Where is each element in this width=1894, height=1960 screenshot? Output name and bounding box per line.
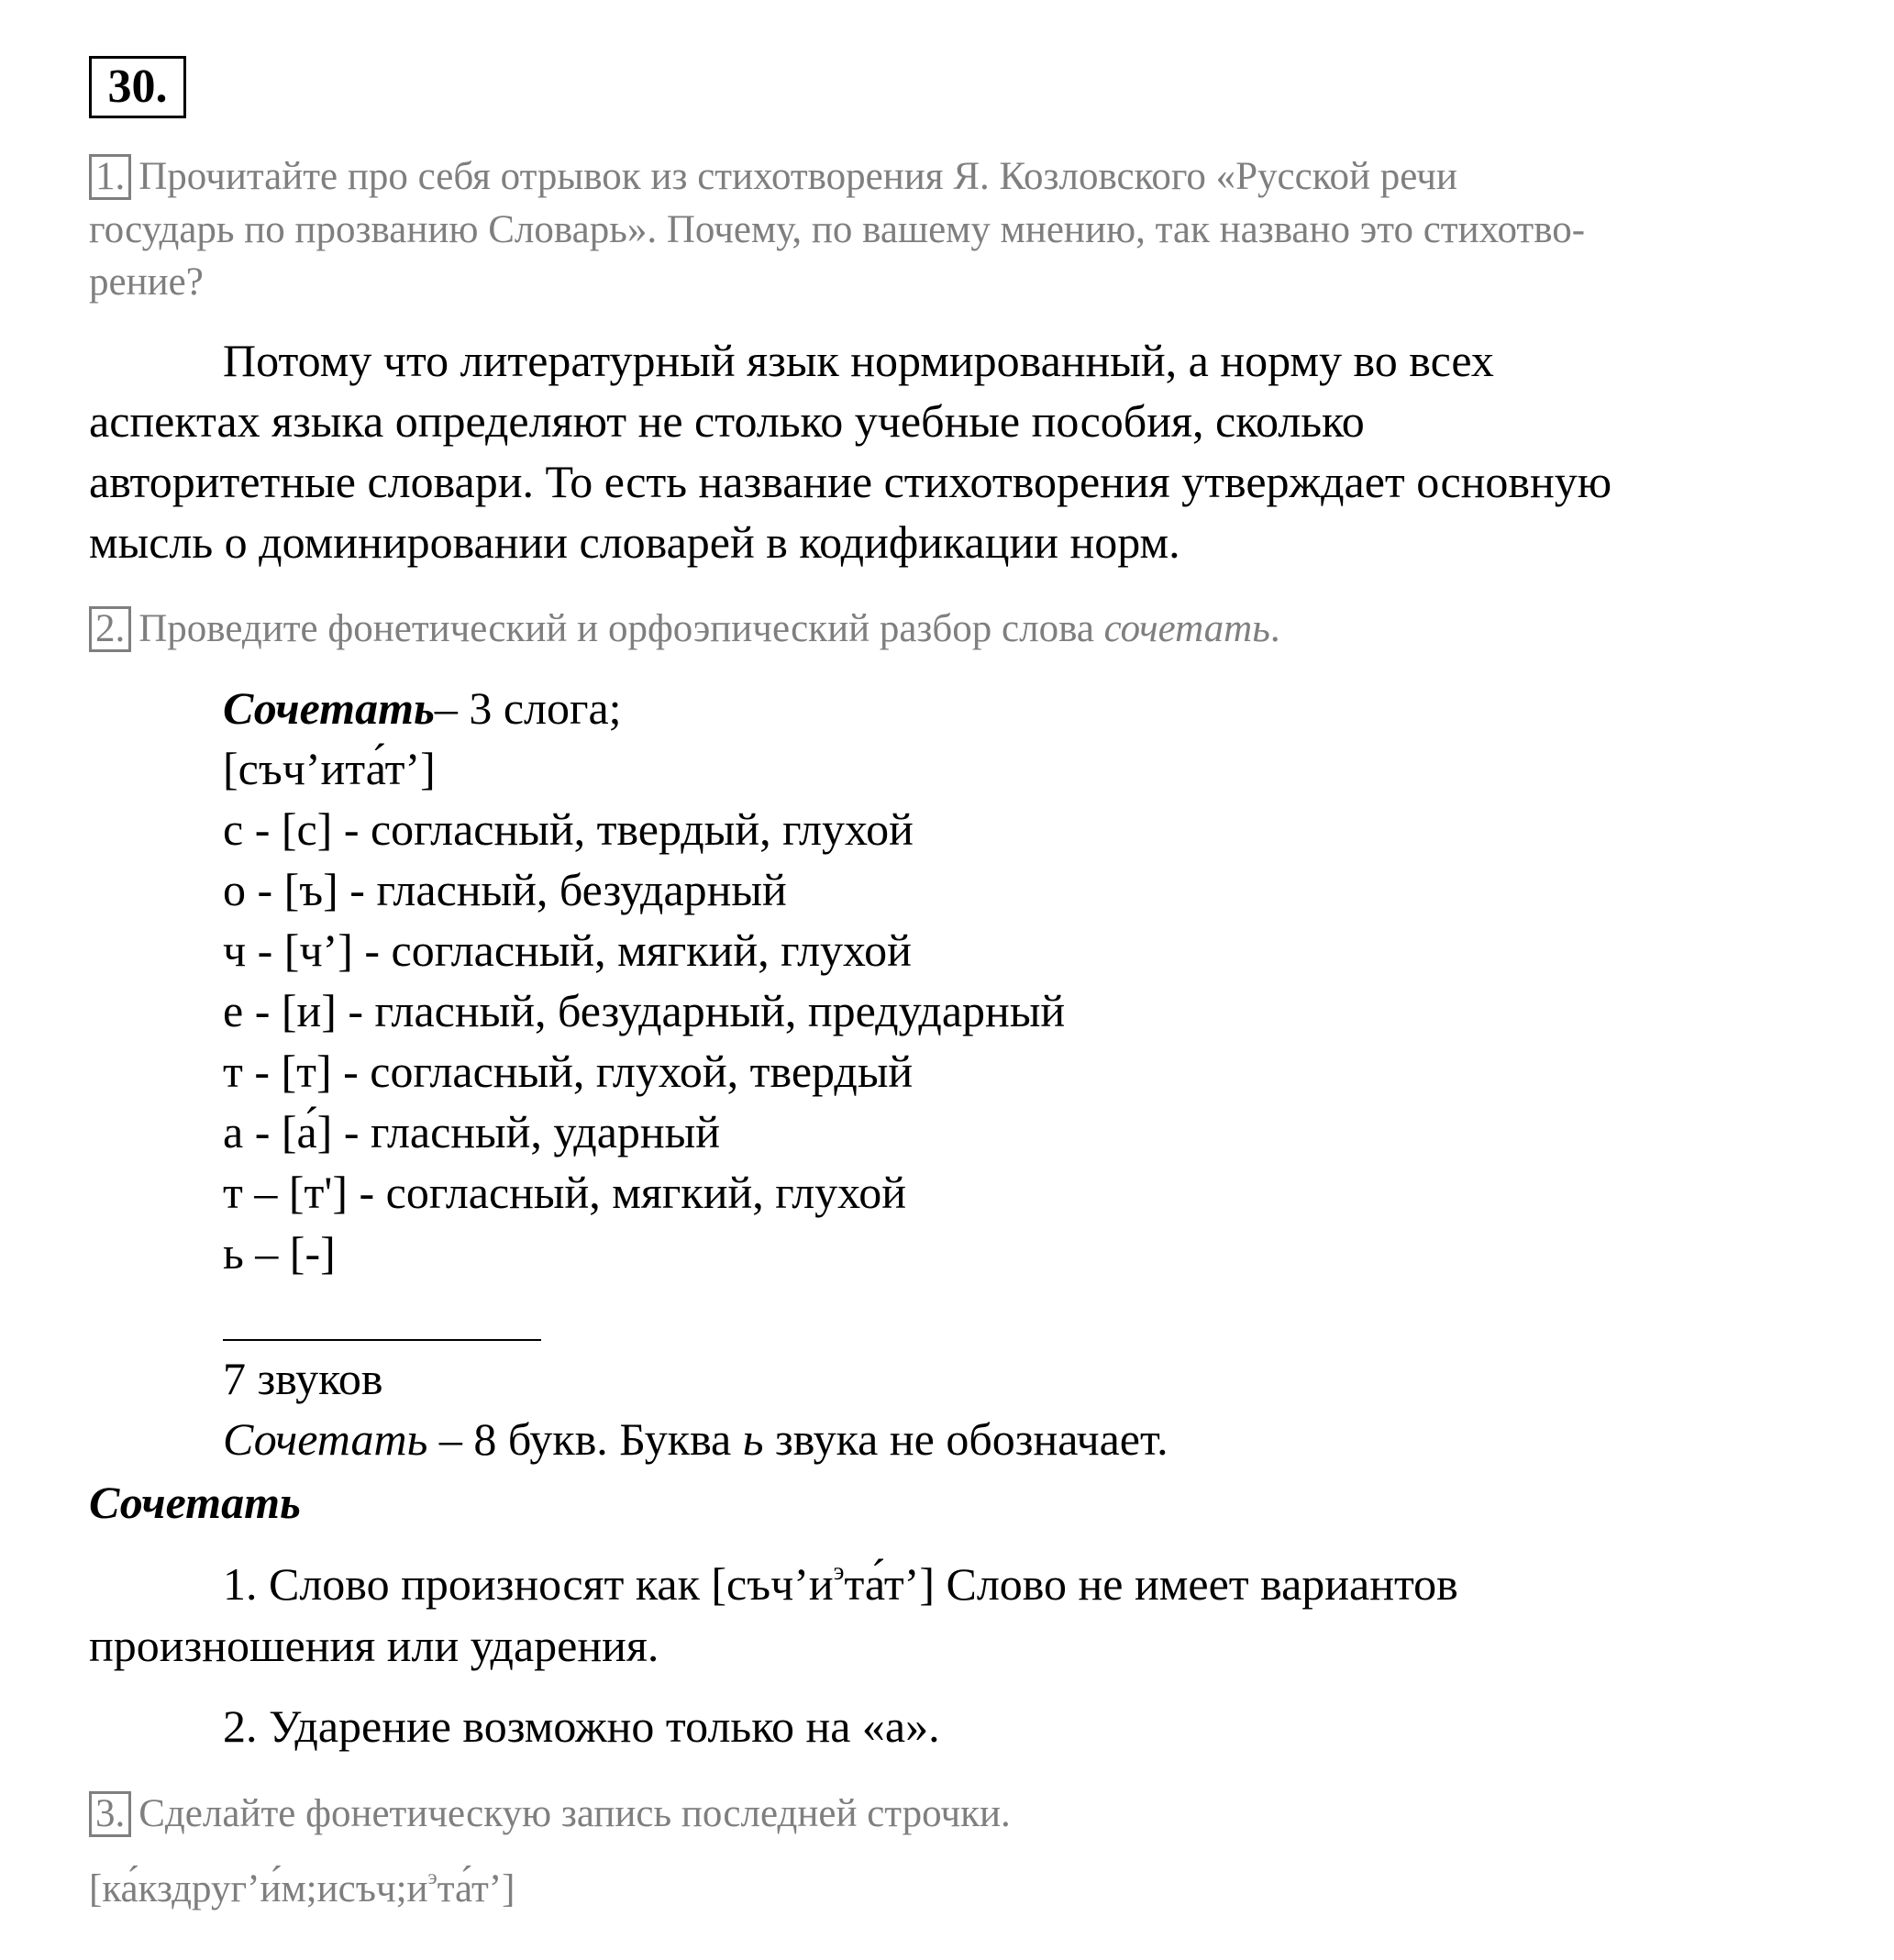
answer-line: мысль о доминировании словарей в кодификации норм.	[89, 516, 1180, 568]
word-italic: Сочетать	[223, 1413, 428, 1465]
sound-line: а - [а́] - гласный, ударный	[223, 1106, 720, 1157]
item3-line	[89, 1788, 1011, 1841]
item-number-box: 2.	[89, 606, 131, 652]
task-number: 30.	[89, 56, 186, 118]
sound-line: с - [с] - согласный, твердый, глухой	[223, 803, 914, 855]
word-bold: Сочетать	[223, 682, 435, 734]
answer-line: аспектах языка определяют не столько учебные пособия, сколько	[89, 395, 1365, 447]
sound-line: ь – [-]	[223, 1227, 336, 1279]
syllables-line	[223, 678, 622, 738]
ortho-text: та́т’] Слово не имеет вариантов	[844, 1558, 1458, 1610]
ortho-sup: э	[833, 1556, 845, 1585]
ortho-heading: Сочетать	[89, 1477, 301, 1528]
item1-text: Прочитайте про себя отрывок из стихотворения Я. Козловского «Русской речи	[138, 155, 1457, 198]
item-number-box: 3.	[89, 1791, 131, 1837]
item3-answer-sup: э	[427, 1866, 438, 1890]
sound-line: ч - [ч’] - согласный, мягкий, глухой	[223, 925, 912, 976]
item3-answer-text: [ка́кздруг’и́м;исъч;и	[89, 1867, 428, 1910]
sound-line: т – [т'] - согласный, мягкий, глухой	[223, 1167, 906, 1218]
answer-line: Потому что литературный язык нормированный, а норму во всех	[223, 335, 1494, 386]
item2-word: сочетать	[1103, 607, 1270, 650]
ortho-line	[223, 1554, 1458, 1614]
ortho-line: 2. Ударение возможно только на «а».	[223, 1700, 940, 1752]
sound-line: о - [ъ] - гласный, безударный	[223, 864, 787, 915]
item2-text: Проведите фонетический и орфоэпический разбор слова	[138, 607, 1104, 650]
sound-line: т - [т] - согласный, глухой, твердый	[223, 1046, 914, 1097]
item1-line: государь по прозванию Словарь». Почему, по вашему мнению, так названо это стихотво-	[89, 208, 1586, 251]
letters-end: звука не обозначает.	[763, 1413, 1169, 1465]
transcription: [съч’ита́т’]	[223, 743, 436, 794]
answer-line: авторитетные словари. То есть название стихотворения утверждает основную	[89, 456, 1612, 507]
sound-line: е - [и] - гласный, безударный, предударный	[223, 985, 1066, 1036]
syllables-text: – 3 слога;	[434, 682, 622, 734]
item1-line	[89, 150, 1457, 204]
sound-count: 7 звуков	[223, 1353, 383, 1404]
soft-sign: ь	[742, 1413, 764, 1465]
item3-answer	[89, 1863, 515, 1916]
item3-answer-text: та́т’]	[437, 1867, 515, 1910]
divider	[223, 1339, 541, 1341]
item2-line	[89, 603, 1280, 656]
ortho-line: произношения или ударения.	[89, 1620, 659, 1671]
item3-text: Сделайте фонетическую запись последней строчки.	[138, 1792, 1011, 1835]
ortho-text: 1. Слово произносят как [съч’и	[223, 1558, 834, 1610]
item2-end: .	[1269, 607, 1280, 650]
item-number-box: 1.	[89, 154, 131, 200]
letters-line	[223, 1409, 1169, 1469]
letters-text: – 8 букв. Буква	[427, 1413, 743, 1465]
item1-line: рение?	[89, 260, 204, 304]
